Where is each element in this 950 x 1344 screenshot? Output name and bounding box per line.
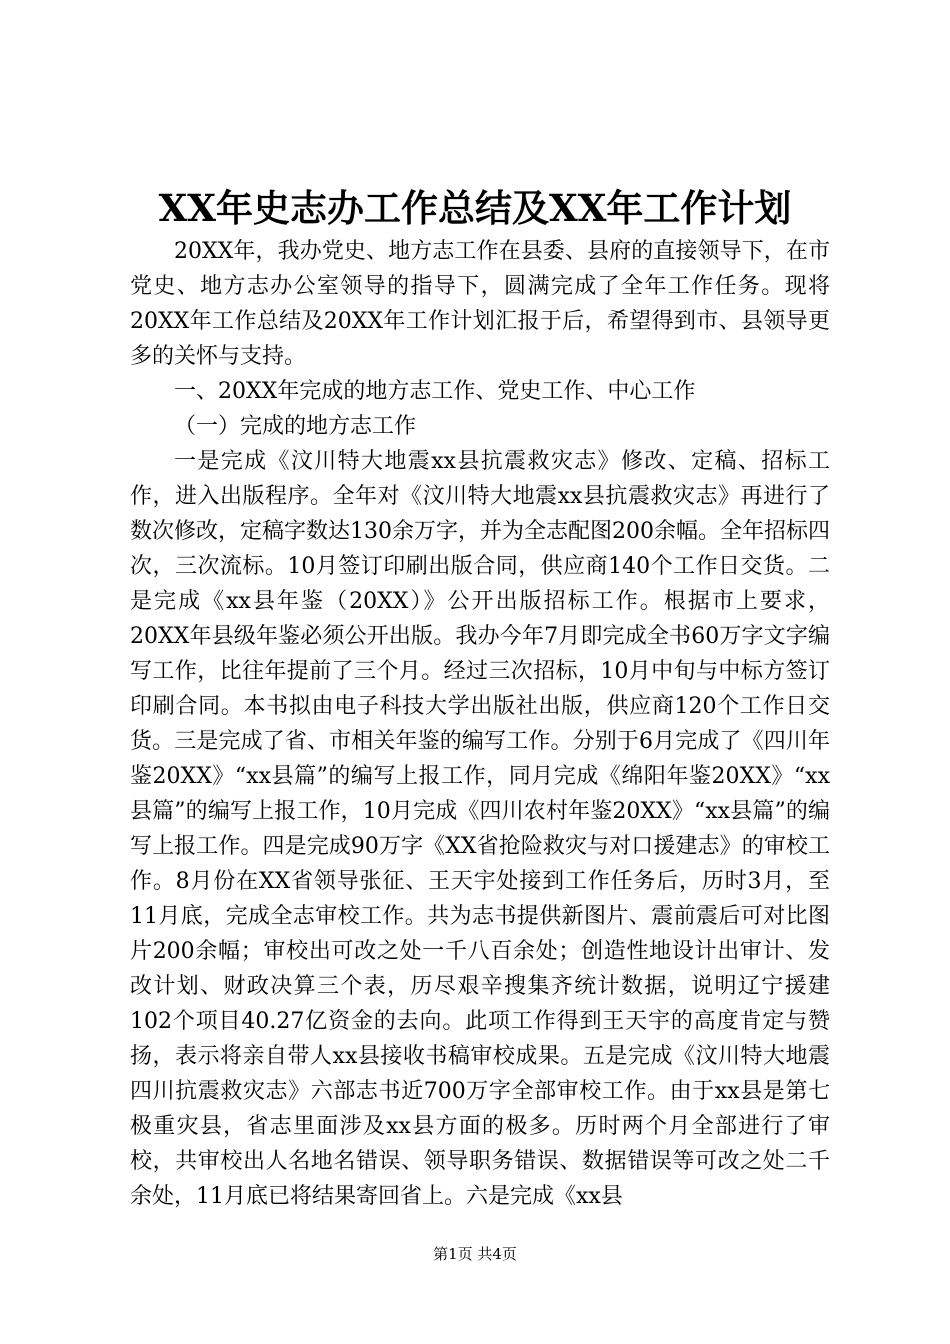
section-heading: 一、20XX年完成的地方志工作、党史工作、中心工作: [174, 379, 696, 404]
subsection-heading: （一）完成的地方志工作: [174, 414, 417, 439]
document-body: [130, 234, 830, 1214]
page-footer: 第1页 共4页: [433, 1245, 517, 1263]
intro-paragraph: 20XX年，我办党史、地方志工作在县委、县府的直接领导下，在市党史、地方志办公室领导的指导下，圆满完成了全年工作任务。现将20XX年工作总结及20XX年工作计划汇报于后，希望得到市、县领导更多的关怀与支持。: [130, 239, 830, 369]
document-title: XX年史志办工作总结及XX年工作计划: [158, 186, 792, 230]
body-paragraph: 一是完成《汶川特大地震xx县抗震救灾志》修改、定稿、招标工作，进入出版程序。全年对《汶川特大地震xx县抗震救灾志》再进行了数次修改，定稿字数达130余万字，并为全志配图200余幅。全年招标四次，三次流标。10月签订印刷出版合同，供应商140个工作日交货。二是完成《xx县年鉴（20XX）》公开出版招标工作。根据市上要求，20XX年县级年鉴必须公开出版。我办今年7月即完成全书60万字文字编写工作，比往年提前了三个月。经过三次招标，10月中旬与中标方签订印刷合同。本书拟由电子科技大学出版社出版，供应商120个工作日交货。三是完成了省、市相关年鉴的编写工作。分别于6月完成了《四川年鉴20XX》“xx县篇”的编写上报工作，同月完成《绵阳年鉴20XX》“xx县篇”的编写上报工作，10月完成《四川农村年鉴20XX》“xx县篇”的编写上报工作。四是完成90万字《XX省抢险救灾与对口援建志》的审校工作。8月份在XX省领导张征、王天宇处接到工作任务后，历时3月，至11月底，完成全志审校工作。共为志书提供新图片、震前震后可对比图片200余幅；审校出可改之处一千八百余处；创造性地设计出审计、发改计划、财政决算三个表，历尽艰辛搜集齐统计数据，说明辽宁援建102个项目40.27亿资金的去向。此项工作得到王天宇的高度肯定与赞扬，表示将亲自带人xx县接收书稿审校成果。五是完成《汶川特大地震四川抗震救灾志》六部志书近700万字全部审校工作。由于xx县是第七极重灾县，省志里面涉及xx县方面的极多。历时两个月全部进行了审校，共审校出人名地名错误、领导职务错误、数据错误等可改之处二千余处，11月底已将结果寄回省上。六是完成《xx县: [130, 449, 830, 1209]
